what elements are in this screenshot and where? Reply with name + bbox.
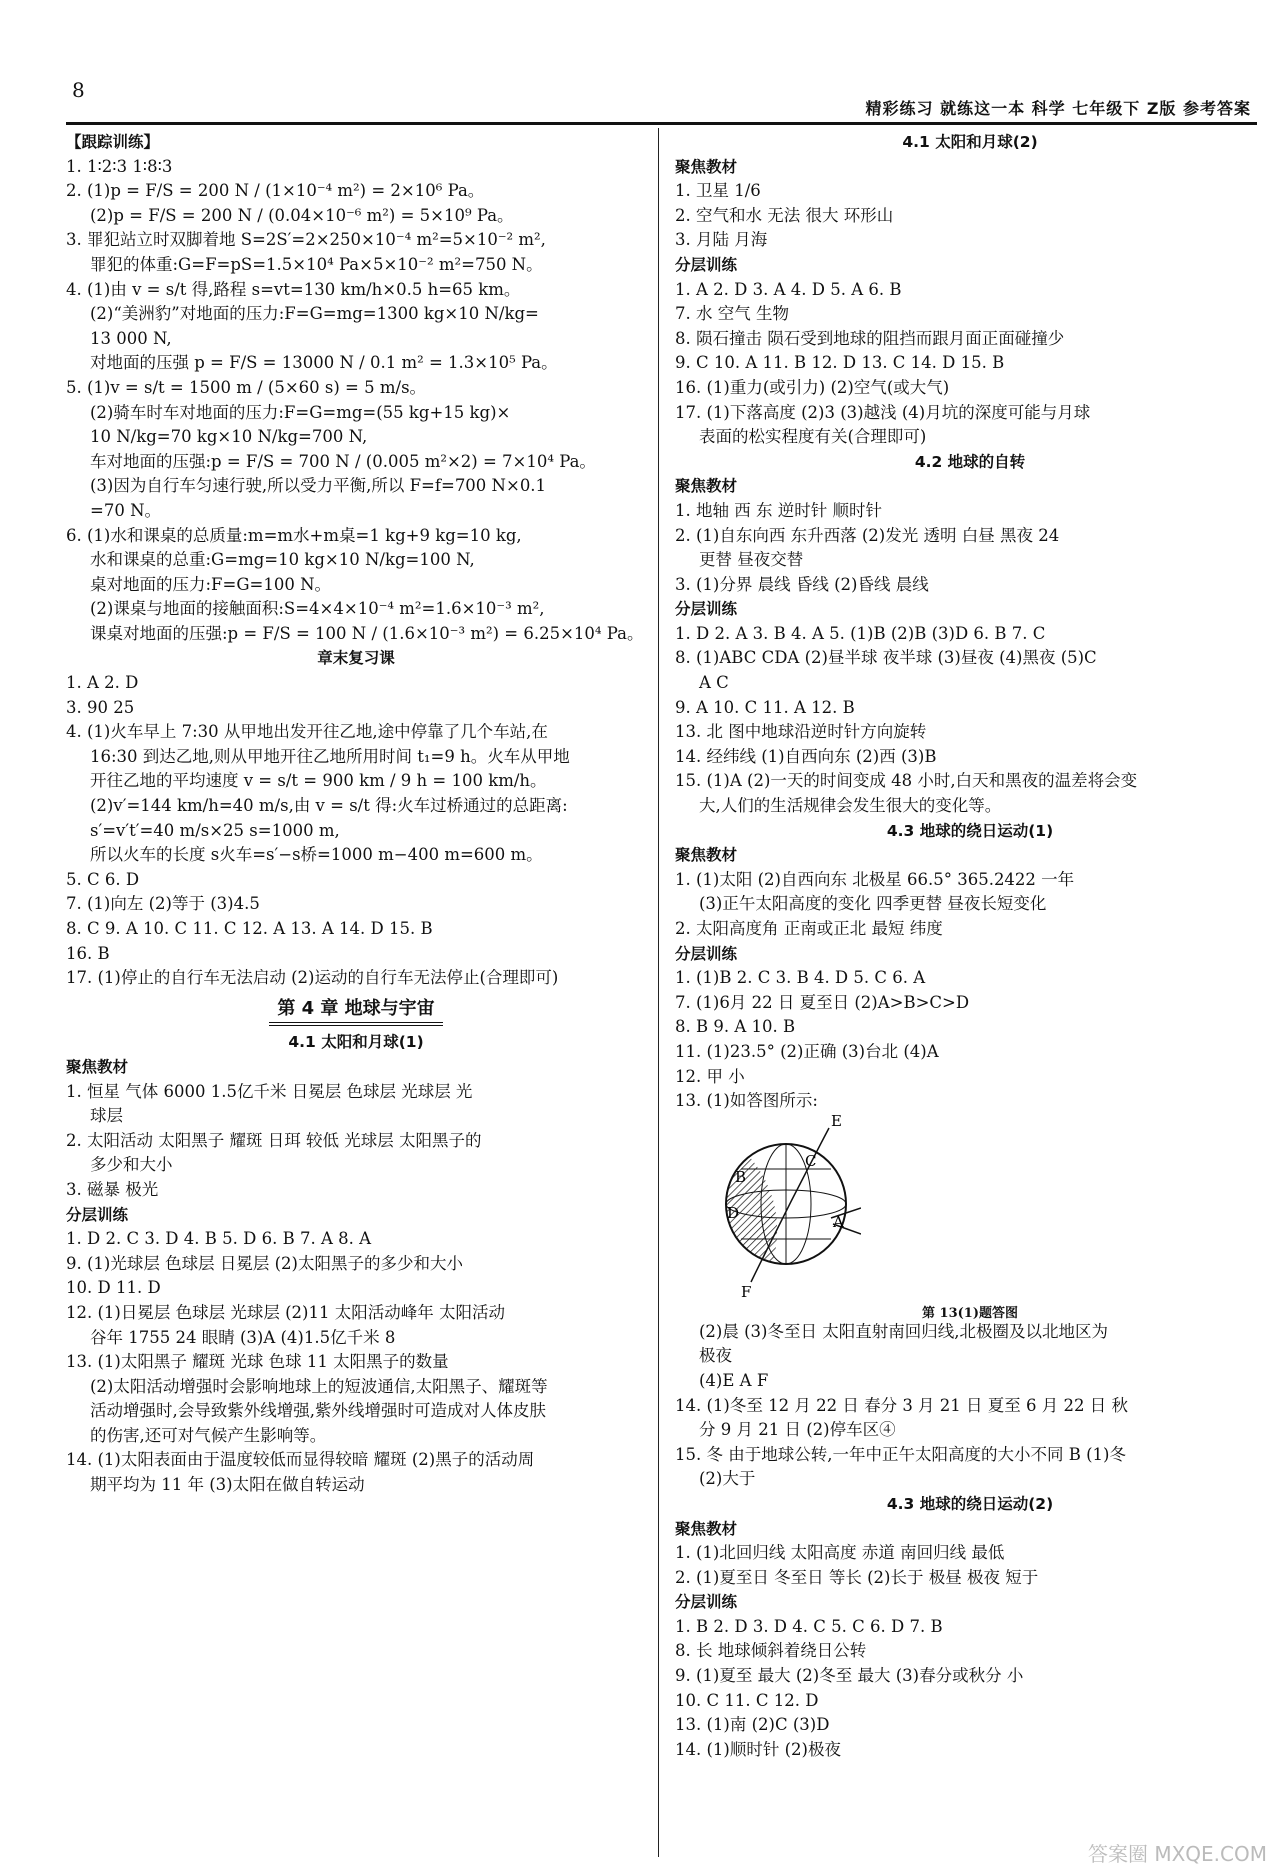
answer-line: 3. 月陆 月海 — [675, 230, 768, 250]
answer-line: 1. 1∶2∶3 1∶8∶3 — [66, 156, 173, 176]
answer-continuation: A C — [699, 673, 729, 693]
lesson-title: 4.2 地球的自转 — [914, 452, 1026, 471]
answer-line: 1. D 2. A 3. B 4. A 5. (1)B (2)B (3)D 6. B 7. C — [675, 623, 1046, 643]
answer-line: 1. (1)太阳 (2)自西向东 北极星 66.5° 365.2422 一年 — [675, 869, 1075, 889]
answer-line: 15. (1)A (2)一天的时间变成 48 小时,白天和黑夜的温差将会变 — [675, 771, 1138, 791]
answer-line: 1. D 2. C 3. D 4. B 5. D 6. B 7. A 8. A — [66, 1229, 372, 1249]
answer-line: 1. 恒星 气体 6000 1.5亿千米 日冕层 色球层 光球层 光 — [66, 1081, 473, 1101]
answer-continuation: (2)晨 (3)冬至日 太阳直射南回归线,北极圈及以北地区为 — [699, 1321, 1108, 1341]
answer-line: 1. A 2. D 3. A 4. D 5. A 6. B — [675, 279, 902, 299]
header-rule — [66, 122, 1257, 125]
answer-line: 9. (1)夏至 最大 (2)冬至 最大 (3)春分或秋分 小 — [675, 1666, 1024, 1686]
answer-line: 14. (1)顺时针 (2)极夜 — [675, 1739, 841, 1759]
answer-continuation: 对地面的压强 p = F/S = 13000 N / 0.1 m² = 1.3×10⁵ Pa。 — [90, 353, 558, 373]
answer-continuation: 更替 昼夜交替 — [699, 550, 804, 570]
answer-line: 13. (1)如答图所示: — [675, 1091, 818, 1111]
answer-continuation: 课桌对地面的压强:p = F/S = 100 N / (1.6×10⁻³ m²) = 6.25×10⁴ Pa。 — [90, 623, 644, 643]
answer-continuation: 多少和大小 — [90, 1155, 173, 1175]
answer-line: 9. A 10. C 11. A 12. B — [675, 697, 855, 717]
answer-continuation: 活动增强时,会导致紫外线增强,紫外线增强时可造成对人体皮肤 — [90, 1401, 546, 1421]
section-heading: 聚焦教材 — [675, 157, 738, 176]
answer-line: 1. 卫星 1/6 — [675, 181, 761, 201]
answer-line: 2. (1)自东向西 东升西落 (2)发光 透明 白昼 黑夜 24 — [675, 525, 1060, 545]
answer-continuation: (2)大于 — [699, 1469, 756, 1489]
section-heading: 【跟踪训练】 — [66, 133, 160, 151]
answer-continuation: =70 N。 — [90, 500, 162, 520]
answer-figure — [675, 1114, 1265, 1320]
answer-line: 7. (1)向左 (2)等于 (3)4.5 — [66, 894, 260, 914]
answer-line: 1. (1)北回归线 太阳高度 赤道 南回归线 最低 — [675, 1543, 1005, 1563]
section-heading: 分层训练 — [675, 600, 738, 619]
section-heading: 分层训练 — [675, 944, 738, 963]
answer-continuation: 所以火车的长度 s火车=s′−s桥=1000 m−400 m=600 m。 — [90, 845, 543, 865]
page-number: 8 — [72, 78, 85, 102]
section-heading: 聚焦教材 — [675, 846, 738, 865]
section-heading: 聚焦教材 — [675, 1519, 738, 1538]
answer-continuation: 大,人们的生活规律会发生很大的变化等。 — [699, 796, 1002, 816]
answer-line: 15. 冬 由于地球公转,一年中正午太阳高度的大小不同 B (1)冬 — [675, 1444, 1126, 1464]
answer-continuation: (2)太阳活动增强时会影响地球上的短波通信,太阳黑子、耀斑等 — [90, 1376, 548, 1396]
answer-continuation: (3)因为自行车匀速行驶,所以受力平衡,所以 F=f=700 N×0.1 — [90, 476, 547, 496]
answer-line: 8. B 9. A 10. B — [675, 1017, 796, 1037]
answer-line: 3. (1)分界 晨线 昏线 (2)昏线 晨线 — [675, 574, 929, 594]
answer-continuation: 罪犯的体重:G=F=pS=1.5×10⁴ Pa×5×10⁻² m²=750 N。 — [90, 254, 543, 274]
lesson-title: 章末复习课 — [317, 649, 395, 668]
answer-line: 1. B 2. D 3. D 4. C 5. C 6. D 7. B — [675, 1616, 943, 1636]
answer-line: 12. (1)日冕层 色球层 光球层 (2)11 太阳活动峰年 太阳活动 — [66, 1302, 505, 1322]
answer-continuation: (4)E A F — [699, 1370, 769, 1390]
answer-line: 1. A 2. D — [66, 673, 139, 693]
label-d: D — [727, 1203, 740, 1222]
answer-line: 3. 磁暴 极光 — [66, 1179, 159, 1199]
label-f: F — [741, 1282, 752, 1299]
answer-line: 5. (1)v = s/t = 1500 m / (5×60 s) = 5 m/s。 — [66, 377, 427, 397]
section-heading: 分层训练 — [675, 1593, 738, 1612]
answer-line: 8. (1)ABC CDA (2)昼半球 夜半球 (3)昼夜 (4)黑夜 (5)C — [675, 648, 1097, 668]
watermark: 答案圈 MXQE.COM — [1087, 1842, 1267, 1866]
answer-continuation: 表面的松实程度有关(合理即可) — [699, 427, 927, 447]
answer-line: 3. 90 25 — [66, 697, 135, 717]
answer-line: 13. (1)太阳黑子 耀斑 光球 色球 11 太阳黑子的数量 — [66, 1352, 449, 1372]
answer-line: 2. 太阳高度角 正南或正北 最短 纬度 — [675, 919, 943, 938]
answer-line: 10. D 11. D — [66, 1278, 161, 1298]
answer-continuation: 极夜 — [699, 1346, 732, 1366]
answer-continuation: (2)骑车时车对地面的压力:F=G=mg=(55 kg+15 kg)× — [90, 402, 511, 422]
right-column — [675, 130, 1265, 1762]
label-e: E — [831, 1113, 842, 1130]
answer-continuation: 13 000 N, — [90, 328, 172, 348]
earth-diagram — [711, 1114, 861, 1299]
answer-line: 14. (1)太阳表面由于温度较低而显得较暗 耀斑 (2)黑子的活动周 — [66, 1450, 535, 1470]
answer-line: 13. (1)南 (2)C (3)D — [675, 1715, 830, 1735]
lesson-title: 4.1 太阳和月球(2) — [902, 133, 1038, 151]
lesson-title: 4.3 地球的绕日运动(2) — [886, 1494, 1054, 1513]
answer-continuation: 桌对地面的压力:F=G=100 N。 — [90, 574, 332, 594]
answer-line: 2. (1)p = F/S = 200 N / (1×10⁻⁴ m²) = 2×10⁶ Pa。 — [66, 181, 485, 201]
answer-line: 9. C 10. A 11. B 12. D 13. C 14. D 15. B — [675, 353, 1005, 373]
label-b: B — [735, 1167, 747, 1186]
answer-line: 1. 地轴 西 东 逆时针 顺时针 — [675, 500, 882, 520]
answer-continuation: 16:30 到达乙地,则从甲地开往乙地所用时间 t₁=9 h。火车从甲地 — [90, 746, 570, 766]
answer-line: 12. 甲 小 — [675, 1066, 745, 1086]
answer-continuation: s′=v′t′=40 m/s×25 s=1000 m, — [90, 820, 340, 840]
answer-line: 17. (1)停止的自行车无法启动 (2)运动的自行车无法停止(合理即可) — [66, 968, 559, 988]
answer-line: 2. (1)夏至日 冬至日 等长 (2)长于 极昼 极夜 短于 — [675, 1567, 1039, 1587]
answer-line: 6. (1)水和课桌的总质量:m=m水+m桌=1 kg+9 kg=10 kg, — [66, 525, 522, 545]
answer-continuation: (2)v′=144 km/h=40 m/s,由 v = s/t 得:火车过桥通过的总距离: — [90, 796, 568, 816]
section-heading: 聚焦教材 — [675, 477, 738, 496]
answer-line: 8. 长 地球倾斜着绕日公转 — [675, 1641, 867, 1661]
answer-line: 8. C 9. A 10. C 11. C 12. A 13. A 14. D 15. B — [66, 919, 433, 938]
answer-line: 8. 陨石撞击 陨石受到地球的阻挡而跟月面正面碰撞少 — [675, 328, 1065, 348]
answer-line: 3. 罪犯站立时双脚着地 S=2S′=2×250×10⁻⁴ m²=5×10⁻² m², — [66, 230, 546, 250]
section-heading: 分层训练 — [66, 1205, 129, 1224]
section-heading: 聚焦教材 — [66, 1057, 129, 1076]
answer-line: 4. (1)由 v = s/t 得,路程 s=vt=130 km/h×0.5 h=65 km。 — [66, 279, 521, 299]
answer-continuation: 谷年 1755 24 眼睛 (3)A (4)1.5亿千米 8 — [90, 1327, 396, 1347]
answer-continuation: 10 N/kg=70 kg×10 N/kg=700 N, — [90, 427, 368, 447]
figure-caption: 第 13(1)题答图 — [922, 1305, 1018, 1321]
answer-line: 7. 水 空气 生物 — [675, 304, 789, 324]
answer-continuation: (2)课桌与地面的接触面积:S=4×4×10⁻⁴ m²=1.6×10⁻³ m², — [90, 599, 545, 619]
answer-line: 11. (1)23.5° (2)正确 (3)台北 (4)A — [675, 1041, 939, 1061]
chapter-heading: 第 4 章 地球与宇宙 — [269, 997, 442, 1027]
answer-continuation: 的伤害,还可对气候产生影响等。 — [90, 1425, 327, 1445]
answer-line: 9. (1)光球层 色球层 日冕层 (2)太阳黑子的多少和大小 — [66, 1253, 463, 1273]
left-column — [66, 130, 646, 1498]
answer-continuation: (2)“美洲豹”对地面的压力:F=G=mg=1300 kg×10 N/kg= — [90, 304, 539, 324]
answer-line: 5. C 6. D — [66, 869, 140, 889]
answer-continuation: 期平均为 11 年 (3)太阳在做自转运动 — [90, 1475, 365, 1495]
answer-continuation: 分 9 月 21 日 (2)停车区④ — [699, 1420, 896, 1440]
answer-line: 7. (1)6月 22 日 夏至日 (2)A>B>C>D — [675, 992, 970, 1012]
answer-line: 4. (1)火车早上 7:30 从甲地出发开往乙地,途中停靠了几个车站,在 — [66, 722, 548, 742]
answer-line: 2. 太阳活动 太阳黑子 耀斑 日珥 较低 光球层 太阳黑子的 — [66, 1130, 482, 1150]
answer-continuation: 球层 — [90, 1106, 123, 1126]
answer-line: 2. 空气和水 无法 很大 环形山 — [675, 205, 894, 225]
answer-line: 10. C 11. C 12. D — [675, 1690, 819, 1710]
answer-continuation: 水和课桌的总重:G=mg=10 kg×10 N/kg=100 N, — [90, 550, 475, 570]
answer-continuation: 开往乙地的平均速度 v = s/t = 900 km / 9 h = 100 km/h。 — [90, 771, 547, 791]
column-divider — [658, 128, 659, 1857]
answer-continuation: 车对地面的压强:p = F/S = 700 N / (0.005 m²×2) = 7×10⁴ Pa。 — [90, 451, 596, 471]
answer-line: 14. 经纬线 (1)自西向东 (2)西 (3)B — [675, 746, 937, 766]
label-c: C — [805, 1151, 817, 1170]
chapter-heading-wrap — [66, 997, 646, 1027]
answer-continuation: (3)正午太阳高度的变化 四季更替 昼夜长短变化 — [699, 894, 1047, 914]
answer-line: 17. (1)下落高度 (2)3 (3)越浅 (4)月坑的深度可能与月球 — [675, 402, 1091, 422]
running-head: 精彩练习 就练这一本 科学 七年级下 Z版 参考答案 — [865, 99, 1251, 118]
answer-line: 16. (1)重力(或引力) (2)空气(或大气) — [675, 377, 950, 397]
label-a: A — [833, 1212, 844, 1231]
section-heading: 分层训练 — [675, 255, 738, 274]
lesson-title: 4.3 地球的绕日运动(1) — [886, 821, 1054, 840]
answer-line: 1. (1)B 2. C 3. B 4. D 5. C 6. A — [675, 968, 926, 988]
answer-continuation: (2)p = F/S = 200 N / (0.04×10⁻⁶ m²) = 5×10⁹ Pa。 — [90, 205, 514, 225]
answer-line: 16. B — [66, 943, 110, 963]
answer-line: 14. (1)冬至 12 月 22 日 春分 3 月 21 日 夏至 6 月 22 日 秋 — [675, 1395, 1129, 1415]
lesson-title: 4.1 太阳和月球(1) — [288, 1033, 424, 1052]
answer-line: 13. 北 图中地球沿逆时针方向旋转 — [675, 722, 927, 742]
